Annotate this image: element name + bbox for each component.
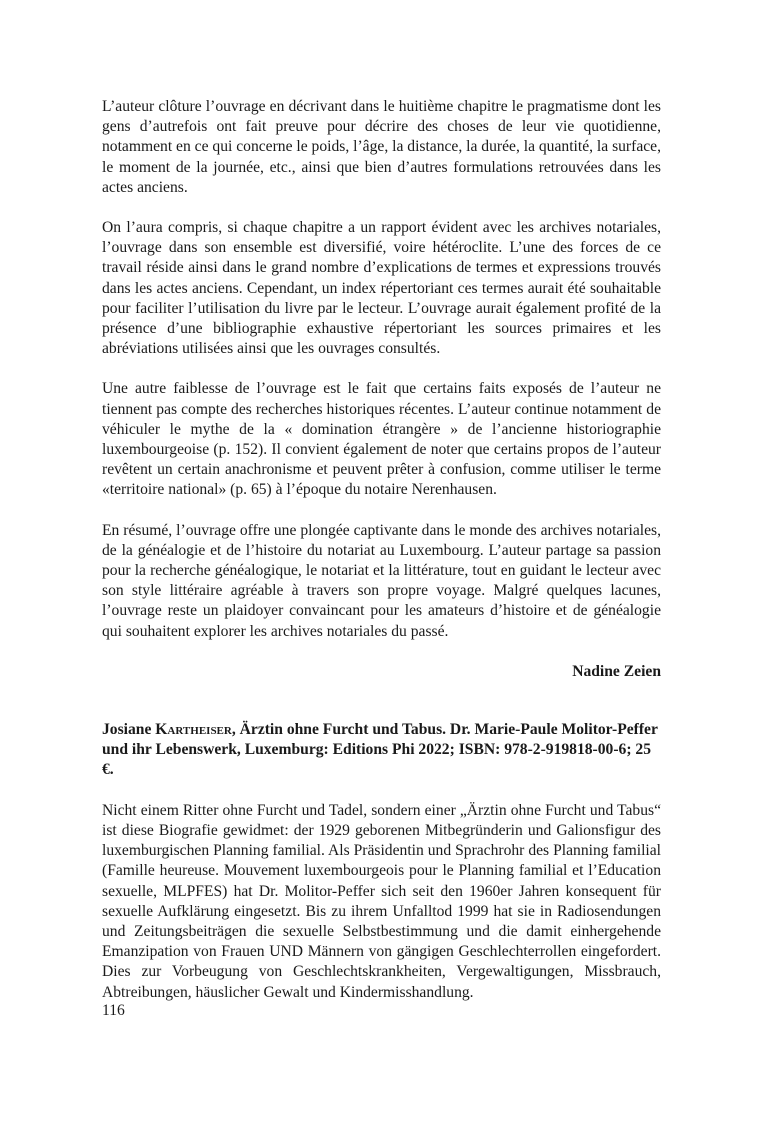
review2-heading [102,720,661,781]
review1-signature: Nadine Zeien [572,662,661,680]
review1-paragraph-2: On l’aura compris, si chaque chapitre a un rapport évident avec les archives notariales, l’ouvrage dans son ensemble est diversifié, voire hétéroclite. L’une des forces de ce travail réside ainsi dans le grand nombre d’explications de termes et expressions trouvés dans les actes anciens. Cependant, un index répertoriant ces termes aurait été souhaitable pour faciliter l’utilisation du livre par le lecteur. L’ouvrage aurait également profité de la présence d’une bibliographie exhaustive répertoriant les sources primaires et les abréviations utilisées ainsi que les ouvrages consultés. [102,219,661,358]
review2-author-first: Josiane [102,721,156,739]
review1-paragraph-3: Une autre faiblesse de l’ouvrage est le fait que certains faits exposés de l’auteur ne tiennent pas compte des recherches historiques récentes. L’auteur continue notamment de véhiculer le mythe de la « domination étrangère » de l’ancienne historiographie luxembourgeoise (p. 152). Il convient également de noter que certains propos de l’auteur revêtent un certain anachronisme et peuvent prêter à confusion, comme utiliser le terme «territoire national» (p. 65) à l’époque du notaire Nerenhausen. [102,380,661,499]
review2-heading-title: , Ärztin ohne Furcht und Tabus. Dr. Marie-Paule Molitor-Peffer und ihr Lebenswerk, Luxemburg: Editions Phi 2022; ISBN: 978-2-919818-00-6; 25 €. [102,721,658,779]
review2-paragraph-1: Nicht einem Ritter ohne Furcht und Tadel, sondern einer „Ärztin ohne Furcht und Tabus“ ist diese Biografie gewidmet: der 1929 geborenen Mitbegründerin und Galionsfigur des luxemburgischen Planning familial. Als Präsidentin und Sprachrohr des Planning familial (Famille heureuse. Mouvement luxembourgeois pour le Planning familial et l’Education sexuelle, MLPFES) hat Dr. Molitor-Peffer sich seit den 1960er Jahren konsequent für sexuelle Aufklärung eingesetzt. Bis zu ihrem Unfalltod 1999 hat sie in Radiosendungen und Zeitungsbeiträgen die sexuelle Selbstbestimmung und die damit einhergehende Emanzipation von Frauen UND Männern von gängigen Geschlechterrollen eingefordert. Dies zur Vorbeugung von Geschlechtskrankheiten, Vergewaltigungen, Missbrauch, Abtreibungen, häuslicher Gewalt und Kindermisshandlung. [102,801,661,1001]
review1-paragraph-1: L’auteur clôture l’ouvrage en décrivant dans le huitième chapitre le pragmatisme dont les gens d’autrefois ont fait preuve pour décrire des choses de leur vie quotidienne, notamment en ce qui concerne le poids, l’âge, la distance, la durée, la quantité, la surface, le moment de la journée, etc., ainsi que bien d’autres formulations retrouvées dans les actes anciens. [102,98,661,196]
page-number: 116 [102,1002,125,1019]
page-body [102,97,661,1023]
review2-author-last: Kartheiser [155,721,232,739]
review1-paragraph-4: En résumé, l’ouvrage offre une plongée captivante dans le monde des archives notariales, de la généalogie et de l’histoire du notariat au Luxembourg. L’auteur partage sa passion pour la recherche généalogique, le notariat et la littérature, tout en guidant le lecteur avec son style littéraire agréable à travers son propre voyage. Malgré quelques lacunes, l’ouvrage reste un plaidoyer convaincant pour les amateurs d’histoire et de généalogie qui souhaitent explorer les archives notariales du passé. [102,521,661,640]
